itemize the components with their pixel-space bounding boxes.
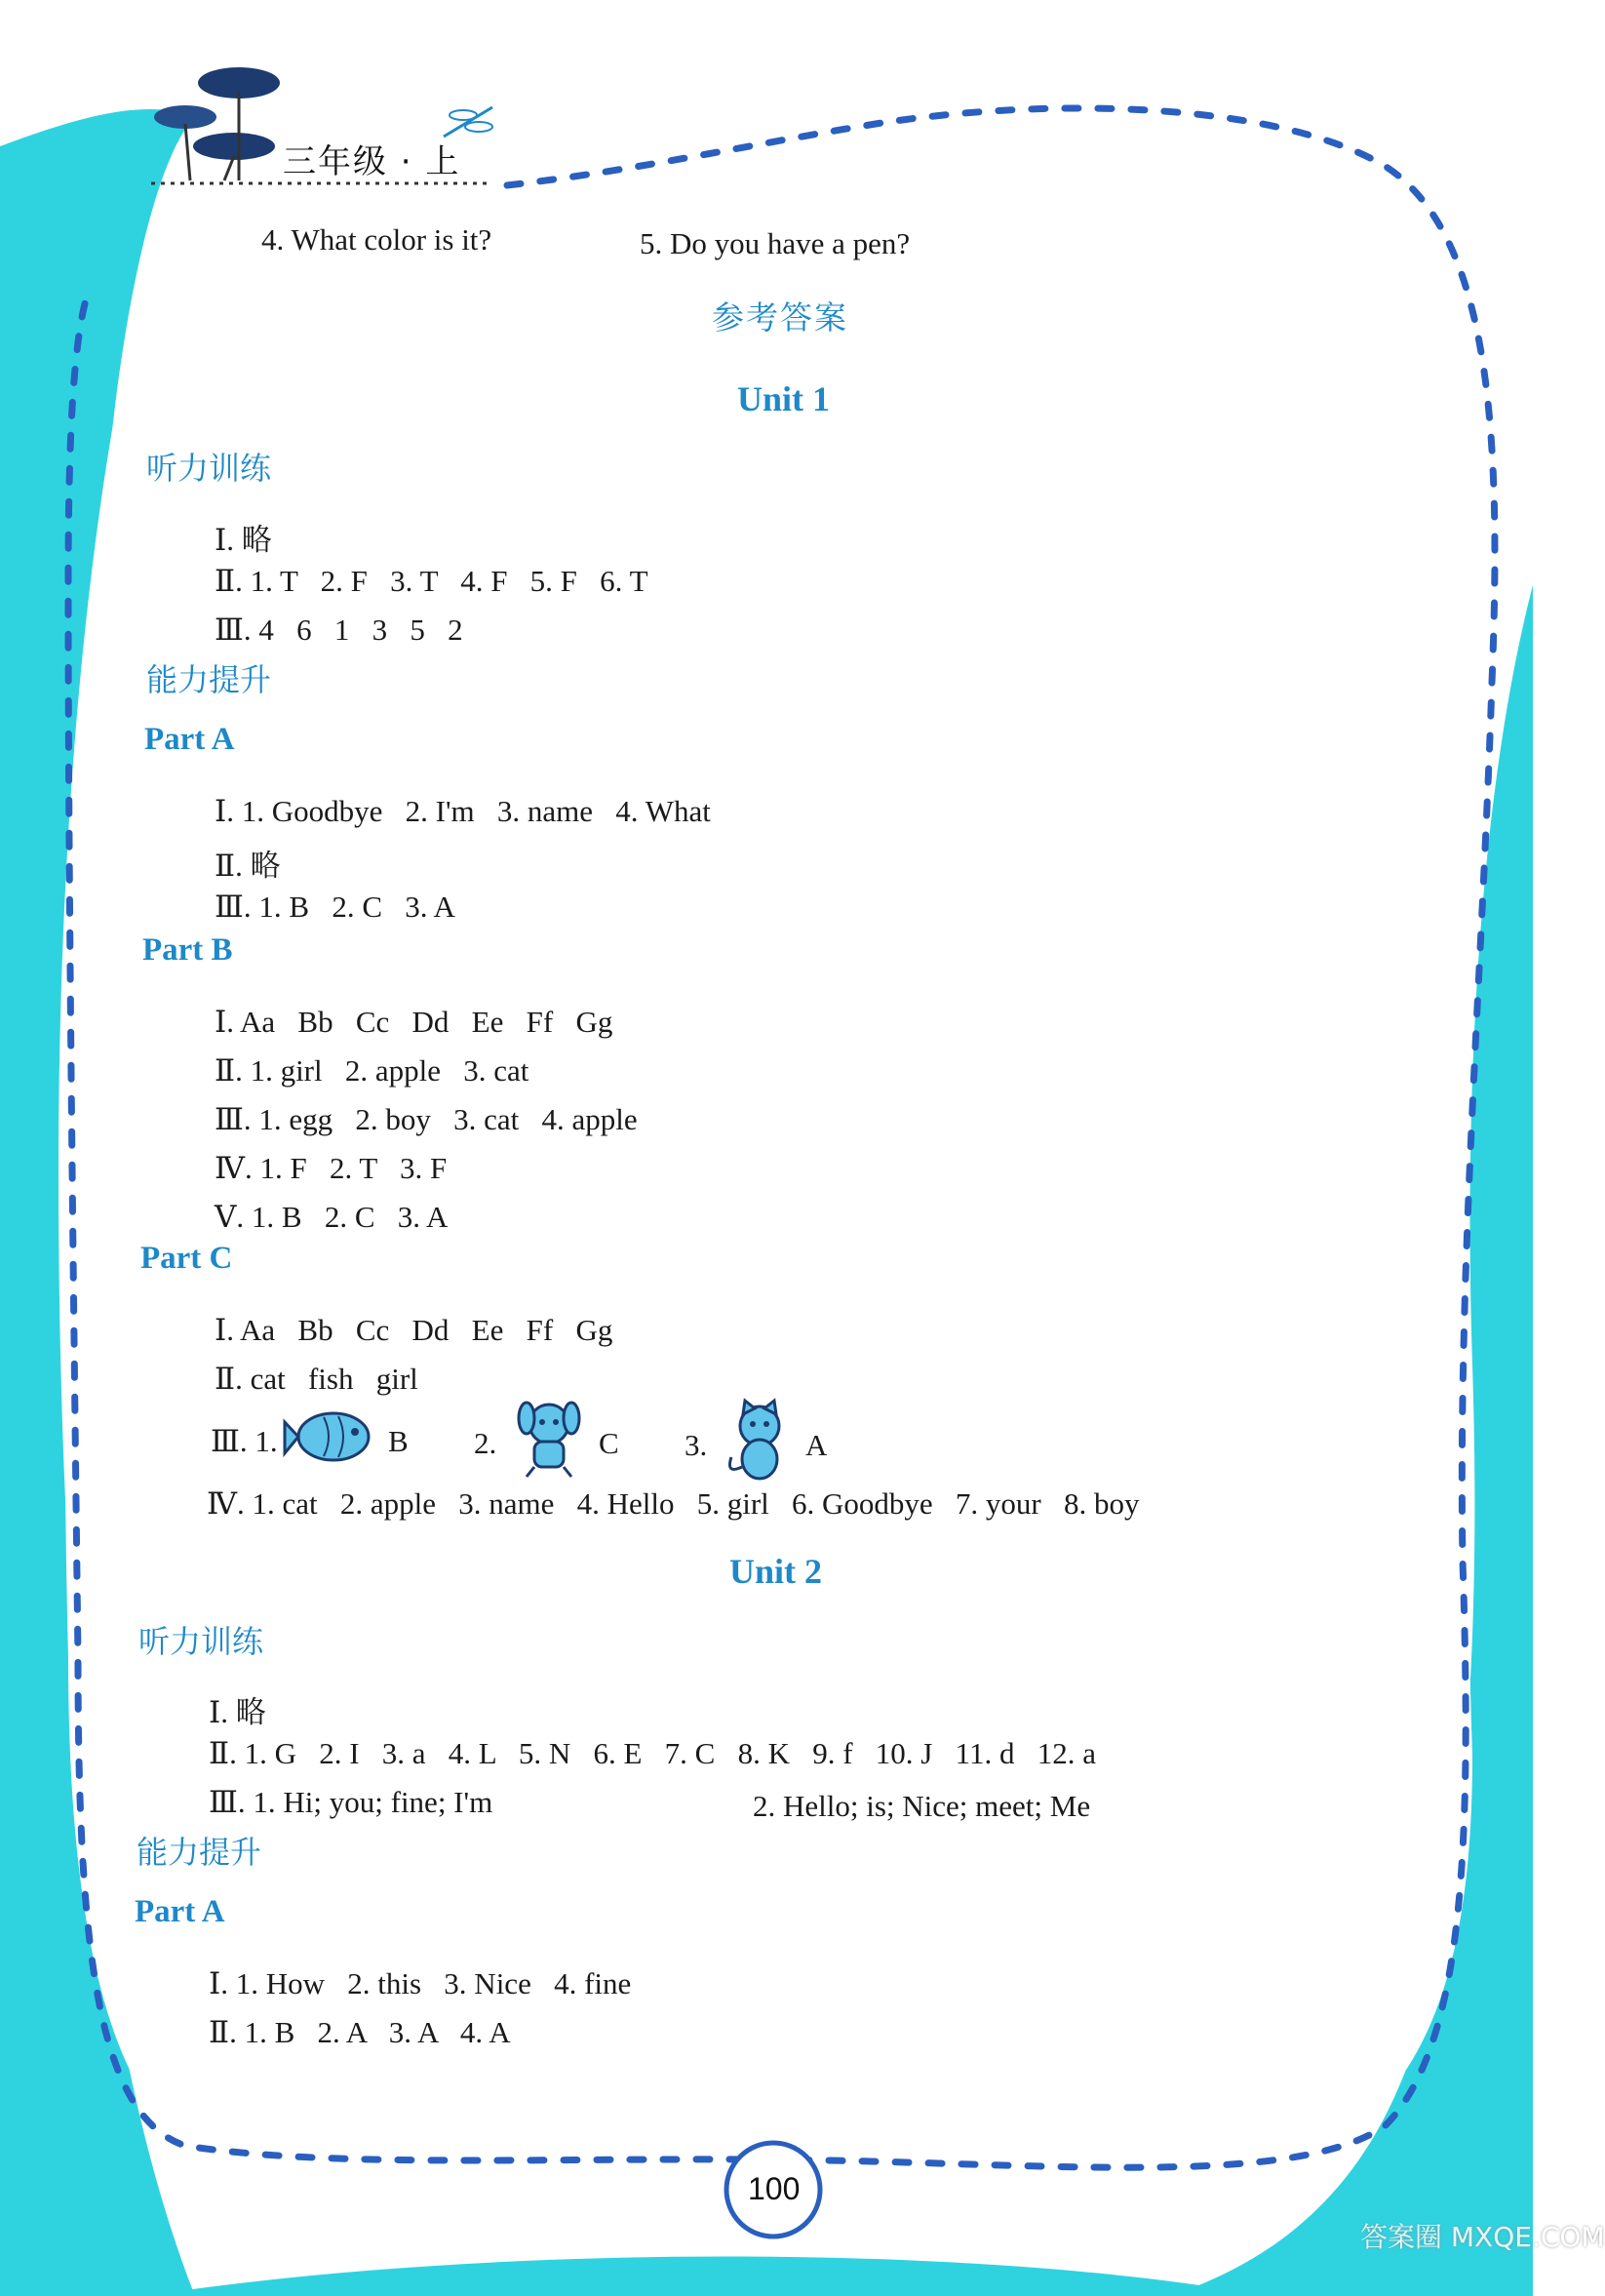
unit1-partB-line5: Ⅴ. 1. B 2. C 3. A xyxy=(215,1200,449,1234)
unit1-partC-line3-answer1: B xyxy=(388,1424,409,1458)
unit2-listening-label: 听力训练 xyxy=(138,1623,264,1660)
unit1-partC-line4: Ⅳ. 1. cat 2. apple 3. name 4. Hello 5. girl 6. Goodbye 7. your 8. boy xyxy=(207,1486,1140,1521)
unit1-partA-line3: Ⅲ. 1. B 2. C 3. A xyxy=(215,890,455,924)
unit1-listening-line3: Ⅲ. 4 6 1 3 5 2 xyxy=(215,613,463,647)
unit1-partA-line2: Ⅱ. 略 xyxy=(215,849,281,883)
answers-title: 参考答案 xyxy=(712,298,848,336)
cat-icon xyxy=(718,1399,802,1483)
unit2-partA-line2: Ⅱ. 1. B 2. A 3. A 4. A xyxy=(209,2015,511,2049)
unit1-partC-label: Part C xyxy=(140,1241,233,1276)
unit2-ability-label: 能力提升 xyxy=(137,1834,262,1871)
unit1-partC-line2: Ⅱ. cat fish girl xyxy=(215,1362,418,1396)
fish-icon xyxy=(285,1403,382,1471)
unit2-listening-line3b: 2. Hello; is; Nice; meet; Me xyxy=(753,1789,1091,1823)
unit1-partC-line3-prefix: Ⅲ. 1. xyxy=(211,1424,278,1458)
unit1-title: Unit 1 xyxy=(737,379,831,418)
unit1-listening-line1: Ⅰ. 略 xyxy=(215,523,272,557)
unit2-listening-line2: Ⅱ. 1. G 2. I 3. a 4. L 5. N 6. E 7. C 8. K 9. f 10. J 11. d 12. a xyxy=(209,1736,1096,1770)
unit1-partB-line3: Ⅲ. 1. egg 2. boy 3. cat 4. apple xyxy=(215,1102,638,1136)
unit1-partC-line1: Ⅰ. Aa Bb Cc Dd Ee Ff Gg xyxy=(215,1313,613,1347)
unit1-partA-line1: Ⅰ. 1. Goodbye 2. I'm 3. name 4. What xyxy=(215,794,711,828)
unit1-partC-line3-num2: 2. xyxy=(474,1426,497,1460)
question-5: 5. Do you have a pen? xyxy=(640,226,911,260)
page-number: 100 xyxy=(748,2171,801,2206)
grade-label: 三年级 · 上 xyxy=(283,142,461,181)
unit1-ability-label: 能力提升 xyxy=(146,661,272,698)
unit2-listening-line1: Ⅰ. 略 xyxy=(209,1695,266,1729)
dog-icon xyxy=(505,1397,593,1480)
unit1-listening-line2: Ⅱ. 1. T 2. F 3. T 4. F 5. F 6. T xyxy=(215,564,648,598)
unit1-partB-line1: Ⅰ. Aa Bb Cc Dd Ee Ff Gg xyxy=(215,1005,613,1039)
unit1-partA-label: Part A xyxy=(144,722,235,757)
unit1-partB-line4: Ⅳ. 1. F 2. T 3. F xyxy=(215,1151,448,1185)
unit1-listening-label: 听力训练 xyxy=(146,450,272,487)
unit2-partA-label: Part A xyxy=(135,1894,225,1929)
unit1-partC-line3-answer2: C xyxy=(599,1426,619,1460)
unit2-title: Unit 2 xyxy=(729,1552,823,1591)
lotus-leaf-icon xyxy=(146,63,283,185)
unit2-listening-line3a: Ⅲ. 1. Hi; you; fine; I'm xyxy=(209,1785,493,1819)
unit1-partC-line3-num3: 3. xyxy=(685,1428,708,1462)
watermark: 答案圈 MXQE.COM xyxy=(1360,2221,1605,2253)
unit1-partC-line3-answer3: A xyxy=(805,1428,828,1462)
question-4: 4. What color is it? xyxy=(261,222,492,257)
unit2-partA-line1: Ⅰ. 1. How 2. this 3. Nice 4. fine xyxy=(209,1966,632,2000)
unit1-partB-label: Part B xyxy=(142,932,233,968)
unit1-partB-line2: Ⅱ. 1. girl 2. apple 3. cat xyxy=(215,1053,529,1088)
